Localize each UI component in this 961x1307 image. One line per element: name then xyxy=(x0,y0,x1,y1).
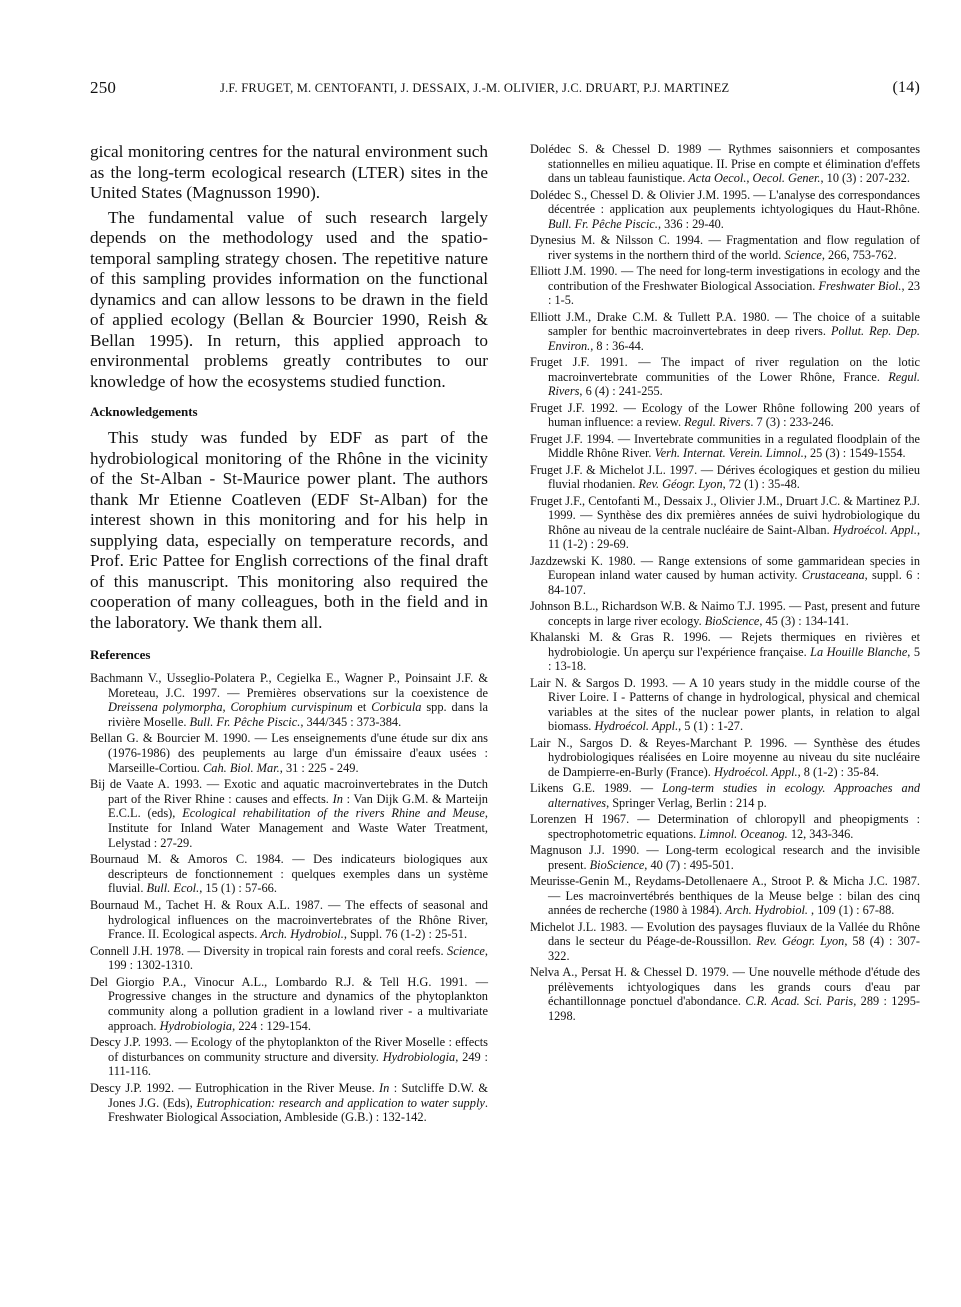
reference-text: Lair N., Sargos D. & Reyes-Marchant P. 1996. — Synthèse des études hydrobiologiques réalisées en Loire moyenne au niveau du site nucléaire de Dampierre-en-Burly (France). xyxy=(530,735,920,779)
reference-text: Michelot J.L. 1983. — Evolution des paysages fluviaux de la Vallée du Rhône dans le secteur du Péage-de-Roussillon. xyxy=(530,919,920,948)
reference-text: Nelva A., Persat H. & Chessel D. 1979. — Une nouvelle méthode d'étude des prélèvements ichtyologiques dans les grands cours d'eau par échantillonnage ponctuel d'abondance. xyxy=(530,965,920,1008)
reference-entry xyxy=(530,494,920,552)
reference-list-right xyxy=(530,142,920,1023)
reference-italic: Hydrobiologia xyxy=(159,1018,233,1033)
reference-text: , 58 (4) : 307-322. xyxy=(548,934,920,963)
references-heading: References xyxy=(90,647,151,662)
reference-italic: Cah. Biol. Mar. xyxy=(202,760,280,775)
reference-entry xyxy=(530,599,920,628)
reference-text: Bij de Vaate A. 1993. — Exotic and aquatic macroinvertebrates in the Dutch part of the River Rhine : causes and effects. xyxy=(90,777,488,806)
reference-entry xyxy=(90,852,488,896)
reference-text: Dolédec S., Chessel D. & Olivier J.M. 1995. — L'analyse des correspondances décentrée : application aux peuplements ichtyologiques du Haut-Rhône. xyxy=(530,187,920,216)
reference-italic: Bull. Fr. Pêche Piscic. xyxy=(548,216,658,231)
reference-italic: Long-term studies in ecology. Approaches and alternatives xyxy=(548,781,920,810)
reference-italic: C.R. Acad. Sci. Paris xyxy=(745,994,854,1008)
reference-italic: BioScience xyxy=(589,857,645,872)
body-paragraph-1: gical monitoring centres for the natural environment such as the long-term ecological research (LTER) sites in the United States (Magnusson 1990). xyxy=(90,142,488,202)
reference-italic: In xyxy=(379,1081,390,1096)
reference-text: , 45 (3) : 134-141. xyxy=(759,613,849,628)
reference-italic: Hydroécol. Appl. xyxy=(713,764,798,779)
reference-text: , 72 (1) : 35-48. xyxy=(722,477,800,491)
reference-text: Bournaud M., Tachet H. & Roux A.L. 1987. — The effects of seasonal and hydrological influences on the macroinvertebrates of the Rhône River, France. II. Ecological aspects. xyxy=(90,897,488,942)
reference-entry xyxy=(530,188,920,232)
reference-text: Khalanski M. & Gras R. 1996. — Rejets thermiques en rivières et hydrobiologie. Un aperçu sur l'expérience française. xyxy=(530,630,920,659)
left-column xyxy=(90,142,488,1127)
reference-italic: Limnol. Oceanog. xyxy=(699,826,788,841)
reference-text: , Suppl. 76 (1-2) : 25-51. xyxy=(343,927,468,942)
reference-entry xyxy=(530,965,920,1023)
reference-italic: Hydroécol. Appl. xyxy=(833,522,917,537)
reference-text: Magnuson J.J. 1990. — Long-term ecological research and the invisible present. xyxy=(530,843,920,872)
reference-text: Fruget J.F. & Michelot J.L. 1997. — Dérives écologiques et gestion du milieu fluvial rhodanien. xyxy=(530,462,920,491)
reference-italic: Science xyxy=(447,943,485,958)
reference-text: Elliott J.M. 1990. — The need for long-term investigations in ecology and the contribution of the Freshwater Biological Association. xyxy=(530,264,920,293)
reference-entry xyxy=(530,401,920,430)
reference-entry xyxy=(90,975,488,1033)
reference-italic: Corbicula xyxy=(371,700,422,715)
reference-entry xyxy=(530,142,920,186)
reference-text: Descy J.P. 1993. — Ecology of the phytoplankton of the River Moselle : effects of disturbances on community structure and diversity. xyxy=(90,1035,488,1064)
reference-italic: Regul. Rivers xyxy=(684,415,751,429)
reference-text: , 109 (1) : 67-88. xyxy=(807,903,895,917)
reference-text: et xyxy=(352,700,372,715)
reference-text: , 23 : 1-5. xyxy=(548,278,920,307)
reference-text: , Institute for Inland Water Management and Waste Water Treatment, Lelystad : 27-29. xyxy=(108,806,488,850)
reference-italic: Bull. Fr. Pêche Piscic. xyxy=(189,714,301,729)
header-authors: J.F. FRUGET, M. CENTOFANTI, J. DESSAIX, J.-M. OLIVIER, J.C. DRUART, P.J. MARTINEZ xyxy=(220,81,730,95)
article-number: (14) xyxy=(892,79,920,96)
reference-text: Lorenzen H 1967. — Determination of chloropyll and pheopigments : spectrophotometric equations. xyxy=(530,812,920,841)
reference-text: Elliott J.M., Drake C.M. & Tullett P.A. 1980. — The choice of a suitable sampler for benthic macroinvertebrates in deep rivers. xyxy=(530,309,920,338)
reference-text: Dolédec S. & Chessel D. 1989 — Rythmes saisonniers et composantes stationnelles en milieu aquatique. II. Prise en compte et élimination d'effets dans un tableau faunistique. xyxy=(530,142,920,185)
page-number: 250 xyxy=(90,78,117,97)
running-header xyxy=(90,78,920,100)
reference-italic: Freshwater Biol. xyxy=(818,278,902,293)
reference-italic: Arch. Hydrobiol. xyxy=(260,927,344,942)
reference-text: , 249 : 111-116. xyxy=(108,1049,488,1079)
reference-entry xyxy=(530,463,920,492)
reference-italic: Eutrophication: research and application to water supply xyxy=(196,1095,485,1110)
reference-text: Bachmann V., Usseglio-Polatera P., Cegielka E., Wagner P., Poinsaint J.F. & Moreteau, J.C. 1997. — Premières observations sur la coexistence de xyxy=(90,671,488,700)
reference-text: Fruget J.F., Centofanti M., Dessaix J., Olivier J.M., Druart J.C. & Martinez P.J. 1999. — Synthèse des dix premières années de suivi hydrobiologique du Rhône au niveau de la centrale nucléaire de Saint-Alban. xyxy=(530,493,920,537)
reference-entry xyxy=(530,676,920,734)
reference-italic: Dreissena polymorpha, Corophium curvispinum xyxy=(108,700,353,715)
reference-text: spp. dans la rivière Moselle. xyxy=(108,700,489,729)
reference-list-left xyxy=(90,671,488,1125)
reference-italic: Verh. Internat. Verein. Limnol. xyxy=(654,446,804,460)
reference-text: Descy J.P. 1992. — Eutrophication in the River Meuse. xyxy=(90,1081,380,1096)
reference-text: Connell J.H. 1978. — Diversity in tropical rain forests and coral reefs. xyxy=(90,943,448,958)
reference-text: , 289 : 1295-1298. xyxy=(548,994,920,1023)
reference-text: Meurisse-Genin M., Reydams-Detollenaere A., Stroot P. & Micha J.C. 1987. — Les macroinvertébrés benthiques de la Meuse belge : bilan des cinq années de recherche (1980 à 1984). xyxy=(530,874,920,917)
reference-italic: In xyxy=(332,791,343,806)
reference-italic: Regul. Rivers xyxy=(548,369,920,398)
reference-text: , 25 (3) : 1549-1554. xyxy=(803,446,906,460)
reference-italic: Rev. Géogr. Lyon xyxy=(638,477,723,491)
reference-italic: Rev. Géogr. Lyon xyxy=(756,934,845,948)
reference-text: , 266, 753-762. xyxy=(821,247,897,262)
reference-text: : Van Dijk G.M. & Marteijn E.C.L. (eds), xyxy=(108,791,488,821)
reference-text: 12, 343-346. xyxy=(787,826,854,841)
reference-text: Dynesius M. & Nilsson C. 1994. — Fragmentation and flow regulation of river systems in the northern third of the world. xyxy=(530,233,920,262)
reference-entry xyxy=(530,843,920,872)
reference-text: , 199 : 1302-1310. xyxy=(108,943,488,973)
reference-entry xyxy=(530,432,920,461)
reference-entry xyxy=(530,736,920,780)
reference-text: Bournaud M. & Amoros C. 1984. — Des indicateurs biologiques aux descripteurs de fonctionnement : quelques exemples dans un système fluvial. xyxy=(90,852,488,896)
reference-text: , 5 (1) : 1-27. xyxy=(678,719,744,733)
reference-italic: Arch. Hydrobiol. xyxy=(725,903,808,917)
reference-text: , 31 : 225 - 249. xyxy=(279,760,359,775)
reference-italic: Bull. Ecol. xyxy=(146,881,200,896)
reference-text: , 8 : 36-44. xyxy=(590,338,644,353)
reference-entry xyxy=(90,1081,488,1125)
reference-text: , 6 (4) : 241-255. xyxy=(579,384,663,398)
reference-italic: Science xyxy=(784,247,822,262)
reference-text: Del Giorgio P.A., Vinocur A.L., Lombardo R.J. & Tell H.G. 1991. — Progressive changes in the structure and dynamics of the phytoplankton community along a pollution gradient in a lowland river - a multivariate approach. xyxy=(90,974,488,1033)
reference-text: Likens G.E. 1989. — xyxy=(530,781,663,795)
reference-text: , 15 (1) : 57-66. xyxy=(199,881,277,896)
reference-text: , 336 : 29-40. xyxy=(657,216,724,231)
reference-text: Fruget J.F. 1992. — Ecology of the Lower Rhône following 200 years of human influence: a review. xyxy=(530,400,920,429)
reference-text: , suppl. 6 : 84-107. xyxy=(548,568,920,597)
reference-italic: BioScience xyxy=(704,613,760,628)
reference-text: , 5 : 13-18. xyxy=(548,644,920,673)
reference-text: . Freshwater Biological Association, Ambleside (G.B.) : 132-142. xyxy=(108,1095,488,1125)
reference-italic: Ecological rehabilitation of the rivers Rhine and Meuse xyxy=(182,806,485,821)
acknowledgements-heading: Acknowledgements xyxy=(90,404,198,419)
reference-italic: Hydroécol. Appl. xyxy=(594,719,679,733)
reference-text: Bellan G. & Bourcier M. 1990. — Les enseignements d'une étude sur dix ans (1976-1986) des peuplements au large d'un émissaire d'eaux usées : Marseille-Cortiou. xyxy=(90,731,488,775)
reference-entry xyxy=(530,233,920,262)
reference-entry xyxy=(530,781,920,810)
reference-entry xyxy=(90,777,488,850)
reference-entry xyxy=(530,812,920,841)
reference-entry xyxy=(530,355,920,399)
reference-text: , 40 (7) : 495-501. xyxy=(644,857,734,872)
reference-entry xyxy=(530,920,920,964)
reference-entry xyxy=(90,671,488,729)
reference-text: Johnson B.L., Richardson W.B. & Naimo T.J. 1995. — Past, present and future concepts in large river ecology. xyxy=(530,599,920,628)
reference-italic: Pollut. Rep. Dep. Environ. xyxy=(548,324,920,353)
reference-text: : Sutcliffe D.W. & Jones J.G. (Eds), xyxy=(108,1081,488,1110)
reference-text: . 7 (3) : 233-246. xyxy=(750,415,834,429)
reference-entry xyxy=(530,554,920,598)
reference-text: Fruget J.F. 1994. — Invertebrate communities in a regulated floodplain of the Middle Rhône River. xyxy=(530,431,920,460)
body-paragraph-2: The fundamental value of such research largely depends on the methodology used and the spatio-temporal sampling strategy chosen. The repetitive nature of this sampling provides information on the functional dynamics and can allow lessons to be drawn in the field of applied ecology (Bellan & Bourcier 1990, Reish & Bellan 1995). In return, this applied approach to environmental problems greatly contributes to our knowledge of how the ecosystems studied function. xyxy=(90,207,488,391)
reference-text: Lair N. & Sargos D. 1993. — A 10 years study in the middle course of the River Loire. I - Patterns of change in hydrological, physical and chemical variables at the sites of the nuclear power plants, in relation to algal biomass. xyxy=(530,675,920,733)
reference-entry xyxy=(530,630,920,674)
reference-text: Fruget J.F. 1991. — The impact of river regulation on the lotic macroinvertebrate communities of the Lower Rhône, France. xyxy=(530,355,920,384)
reference-entry xyxy=(530,264,920,308)
reference-entry xyxy=(90,944,488,973)
reference-italic: Hydrobiologia xyxy=(382,1049,456,1064)
reference-entry xyxy=(90,898,488,942)
reference-text: , 224 : 129-154. xyxy=(232,1018,311,1033)
reference-text: , Springer Verlag, Berlin : 214 p. xyxy=(606,795,767,810)
reference-entry xyxy=(90,731,488,775)
reference-text: , 10 (3) : 207-232. xyxy=(820,171,910,185)
reference-italic: Crustaceana xyxy=(801,568,865,582)
reference-entry xyxy=(530,310,920,354)
reference-entry xyxy=(90,1035,488,1079)
reference-italic: La Houille Blanche xyxy=(810,644,908,659)
reference-text: , 11 (1-2) : 29-69. xyxy=(548,522,921,551)
acknowledgements-text: This study was funded by EDF as part of the hydrobiological monitoring of the Rhône in the vicinity of the St-Alban - St-Maurice power plant. The authors thank Mr Etienne Coatleven (EDF St-Alban) for the interest shown in this monitoring and for his help in supplying data, especially on temperature records, and Prof. Eric Pattee for English corrections of the final draft of this manuscript. This monitoring also required the cooperation of many colleagues, both in the field and in the laboratory. We thank them all. xyxy=(90,428,488,632)
reference-text: Jazdzewski K. 1980. — Range extensions of some gammaridean species in European inland water caused by human activity. xyxy=(530,553,920,582)
reference-text: , 8 (1-2) : 35-84. xyxy=(797,764,879,779)
reference-text: , 344/345 : 373-384. xyxy=(300,714,402,729)
reference-entry xyxy=(530,874,920,918)
right-column xyxy=(530,142,920,1025)
reference-italic: Acta Oecol., Oecol. Gener. xyxy=(688,171,821,185)
